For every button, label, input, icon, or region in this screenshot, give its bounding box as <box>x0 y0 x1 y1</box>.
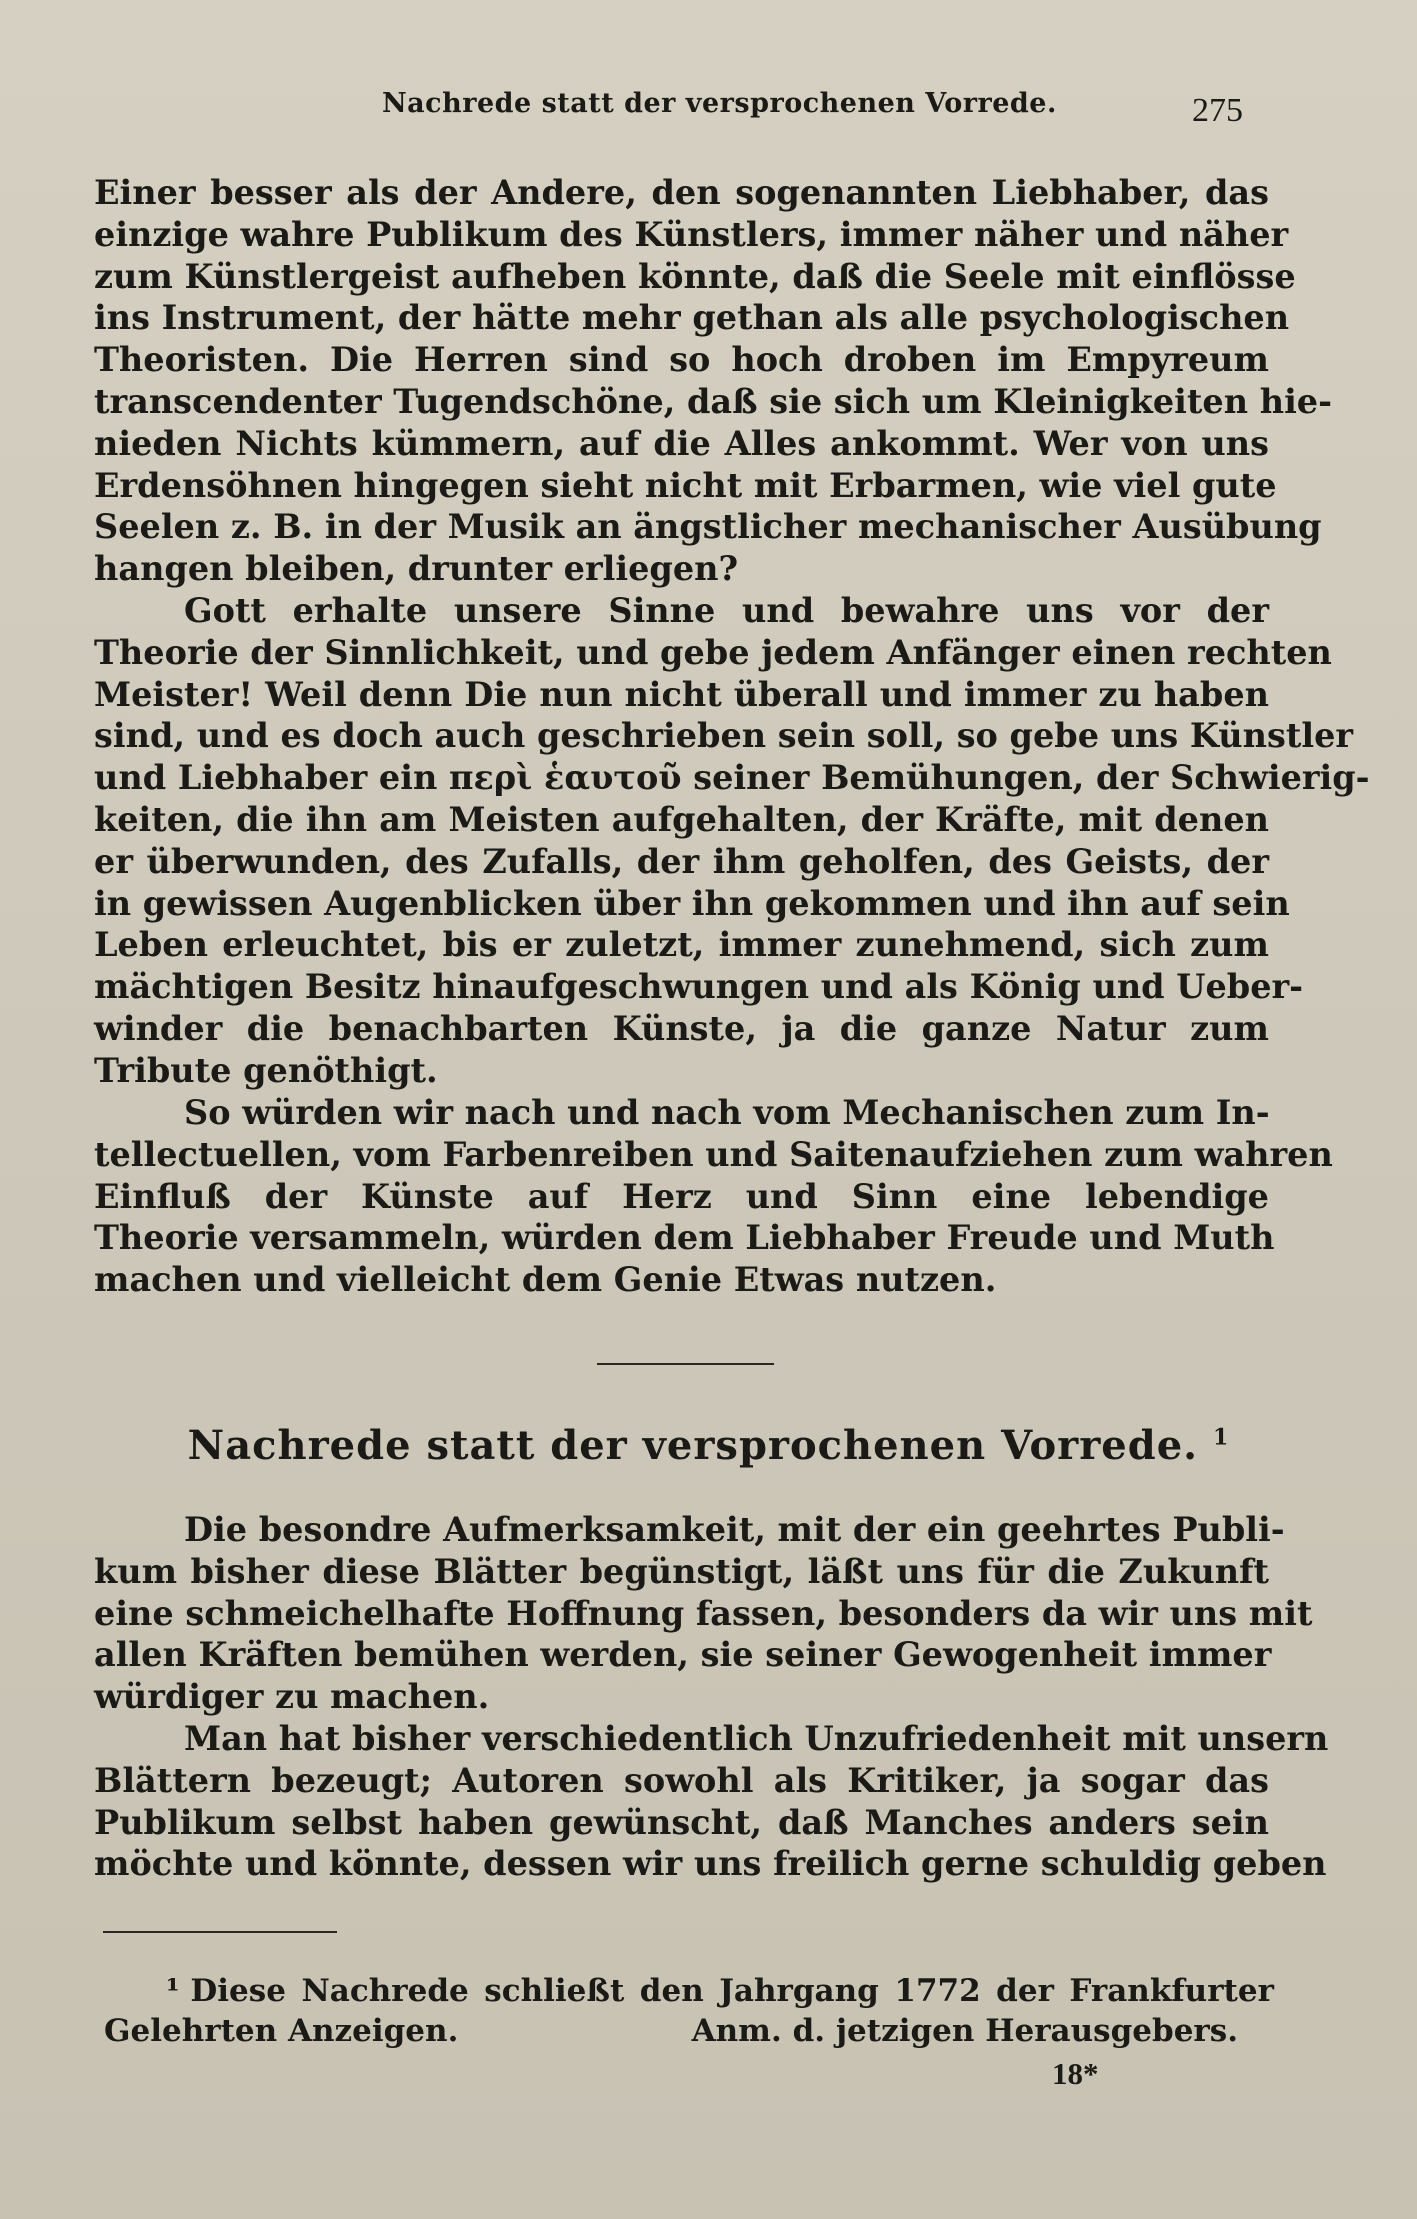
text-line: und Liebhaber ein περὶ ἑαυτοῦ seiner Bemühungen, der Schwierig- <box>94 758 1370 798</box>
text-line: Meister! Weil denn Die nun nicht überall und immer zu haben <box>94 674 1269 714</box>
footnote-word: schließt <box>484 1973 625 2009</box>
text-line: einzige wahre Publikum des Künstlers, immer näher und näher <box>94 214 1289 254</box>
paragraph <box>94 590 1370 1092</box>
text-line: in gewissen Augenblicken über ihn gekommen und ihn auf sein <box>94 883 1290 923</box>
text-line: Leben erleuchtet, bis er zuletzt, immer zunehmend, sich zum <box>94 925 1269 965</box>
text-line: Einer besser als der Andere, den sogenannten Liebhaber, das <box>94 173 1269 212</box>
paragraph-continued <box>94 172 1333 590</box>
text-line: nieden Nichts kümmern, auf die Alles ankommt. Wer von uns <box>94 423 1269 463</box>
text-line: machen und vielleicht dem Genie Etwas nutzen. <box>94 1260 997 1300</box>
text-line: würdiger zu machen. <box>94 1677 490 1717</box>
paragraph <box>94 1718 1329 1885</box>
text-line: Theoristen. Die Herren sind so hoch droben im Empyreum <box>94 340 1269 380</box>
text-line: So würden wir nach und nach vom Mechanischen zum In- <box>184 1093 1270 1132</box>
text-line: tellectuellen, vom Farbenreiben und Saitenaufziehen zum wahren <box>94 1134 1333 1174</box>
footnote-word: 1772 <box>894 1973 981 2009</box>
footnote-word: Nachrede <box>301 1973 469 2009</box>
text-line: Seelen z. B. in der Musik an ängstlicher mechanischer Ausübung <box>94 507 1322 547</box>
section-divider <box>597 1363 774 1365</box>
footnote-word: ¹ Diese <box>166 1973 286 2009</box>
text-line: allen Kräften bemühen werden, sie seiner Gewogenheit immer <box>94 1635 1272 1675</box>
text-line: transcendenter Tugendschöne, daß sie sich um Kleinigkeiten hie- <box>94 381 1333 421</box>
text-line: möchte und könnte, dessen wir uns freilich gerne schuldig geben <box>94 1844 1327 1884</box>
text-line: Man hat bisher verschiedentlich Unzufriedenheit mit unsern <box>184 1719 1329 1758</box>
footnote-editor-note: Anm. d. jetzigen Herausgebers. <box>691 2013 1238 2049</box>
text-line: Publikum selbst haben gewünscht, daß Manches anders sein <box>94 1802 1269 1842</box>
text-line: kum bisher diese Blätter begünstigt, läßt uns für die Zukunft <box>94 1551 1269 1591</box>
footnote-word: Jahrgang <box>719 1973 879 2009</box>
text-line: Blättern bezeugt; Autoren sowohl als Kritiker, ja sogar das <box>94 1760 1269 1800</box>
text-line: Gott erhalte unsere Sinne und bewahre uns vor der <box>184 591 1269 630</box>
text-line: zum Künstlergeist aufheben könnte, daß die Seele mit einflösse <box>94 256 1296 296</box>
text-line: winder die benachbarten Künste, ja die ganze Natur zum <box>94 1008 1269 1048</box>
paragraph <box>94 1092 1333 1301</box>
text-line: mächtigen Besitz hinaufgeschwungen und als König und Ueber- <box>94 967 1304 1007</box>
text-line: ins Instrument, der hätte mehr gethan als alle psychologischen <box>94 298 1290 338</box>
page-number: 275 <box>1192 92 1243 129</box>
text-line: Die besondre Aufmerksamkeit, mit der ein geehrtes Publi- <box>184 1510 1285 1549</box>
footnote-source: Gelehrten Anzeigen. <box>104 2013 459 2049</box>
footnote-word: den <box>639 1973 704 2009</box>
text-line: Tribute genöthigt. <box>94 1050 438 1090</box>
text-line: eine schmeichelhafte Hoffnung fassen, besonders da wir uns mit <box>94 1593 1313 1633</box>
paragraph <box>94 1509 1313 1718</box>
footnote-word: Frankfurter <box>1069 1973 1274 2009</box>
text-line: Einfluß der Künste auf Herz und Sinn eine lebendige <box>94 1176 1269 1216</box>
text-line: er überwunden, des Zufalls, der ihm geholfen, des Geists, der <box>94 841 1269 881</box>
text-line: keiten, die ihn am Meisten aufgehalten, der Kräfte, mit denen <box>94 799 1269 839</box>
running-title: Nachrede statt der versprochenen Vorrede. <box>382 88 1057 119</box>
footnote-word: der <box>996 1973 1054 2009</box>
text-line: sind, und es doch auch geschrieben sein soll, so gebe uns Künstler <box>94 716 1354 756</box>
footnote <box>104 1971 1274 2051</box>
section-heading <box>0 1422 1417 1469</box>
text-line: hangen bleiben, drunter erliegen? <box>94 549 739 589</box>
footnote-rule <box>103 1931 337 1933</box>
section-heading-text: Nachrede statt der versprochenen Vorrede. <box>187 1422 1199 1469</box>
footnote-line <box>104 2011 1274 2051</box>
text-line: Theorie der Sinnlichkeit, und gebe jedem Anfänger einen rechten <box>94 632 1332 672</box>
footnote-line <box>104 1971 1274 2011</box>
signature-mark: 18* <box>1052 2056 1099 2091</box>
footnote-reference: 1 <box>1213 1424 1230 1451</box>
text-line: Theorie versammeln, würden dem Liebhaber Freude und Muth <box>94 1218 1275 1258</box>
text-line: Erdensöhnen hingegen sieht nicht mit Erbarmen, wie viel gute <box>94 465 1277 505</box>
